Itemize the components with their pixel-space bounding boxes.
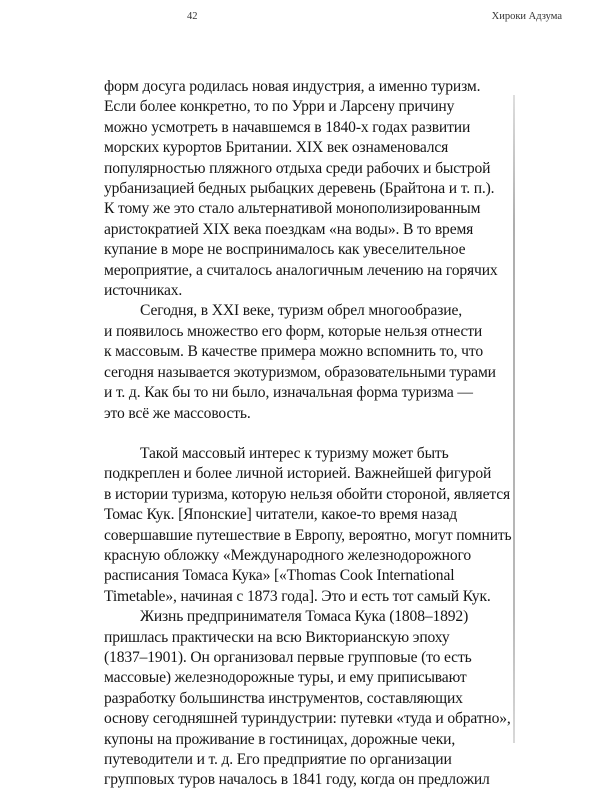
text-line: расписания Томаса Кука» [«Thomas Cook International <box>104 567 455 585</box>
text-line: аристократией XIX века поездкам «на воды». В то время <box>104 220 474 238</box>
text-line: форм досуга родилась новая индустрия, а именно туризм. <box>104 78 481 95</box>
paragraph-gap <box>104 424 504 444</box>
text-line: (1837–1901). Он организовал первые групповые (то есть <box>104 648 472 666</box>
text-line: морских курортов Британии. XIX век ознаменовался <box>104 139 449 157</box>
text-line: Такой массовый интерес к туризму может быть <box>140 444 449 462</box>
scan-edge-shadow <box>513 95 515 743</box>
text-line: красную обложку «Международного железнодорожного <box>104 546 472 564</box>
text-line: купоны на проживание в гостиницах, дорожные чеки, <box>104 730 456 748</box>
text-line: К тому же это стало альтернативой монополизированным <box>104 200 481 218</box>
text-line: разработку большинства инструментов, составляющих <box>104 689 463 707</box>
text-line: путеводители и т. д. Его предприятие по организации <box>104 751 452 768</box>
paragraph <box>104 301 504 423</box>
text-line: мероприятие, а считалось аналогичным лечению на горячих <box>104 261 498 279</box>
text-line: это всё же массовость. <box>104 404 251 422</box>
text-line: Если более конкретно, то по Урри и Ларсену причину <box>104 98 455 116</box>
paragraph <box>104 444 512 607</box>
text-line: массовые) железнодорожные туры, и ему приписывают <box>104 669 467 687</box>
text-line: источниках. <box>104 282 183 300</box>
page-number: 42 <box>187 11 198 22</box>
text-line: подкреплен и более личной историей. Важнейшей фигурой <box>104 465 492 483</box>
text-line: Сегодня, в XXI веке, туризм обрел многообразие, <box>140 302 463 320</box>
text-line: популярностью пляжного отдыха среди рабочих и быстрой <box>104 159 491 177</box>
text-line: купание в море не воспринималось как увеселительное <box>104 241 466 259</box>
text-line: можно усмотреть в начавшемся в 1840-х годах развитии <box>104 118 471 136</box>
paragraph <box>104 607 511 791</box>
text-line: и т. д. Как бы то ни было, изначальная форма туризма — <box>104 384 473 402</box>
text-line: Томас Кук. [Японские] читатели, какое-то время назад <box>104 506 458 524</box>
text-line: в истории туризма, которую нельзя обойти стороной, является <box>104 485 510 503</box>
text-line: к массовым. В качестве примера можно вспомнить то, что <box>104 343 483 361</box>
text-line: основу сегодняшней туриндустрии: путевки «туда и обратно», <box>104 710 511 728</box>
body-text <box>104 77 512 791</box>
text-line: Timetable», начиная с 1873 года]. Это и есть тот самый Кук. <box>104 587 491 605</box>
text-line: урбанизацией бедных рыбацких деревень (Брайтона и т. п.). <box>104 180 495 198</box>
text-line: пришлась практически на всю Викторианскую эпоху <box>104 628 450 646</box>
text-line: Жизнь предпринимателя Томаса Кука (1808–1892) <box>140 608 469 626</box>
text-line: групповых туров началось в 1841 году, когда он предложил <box>104 771 490 789</box>
paragraph <box>104 77 504 301</box>
text-line: сегодня называется экотуризмом, образовательными турами <box>104 363 496 381</box>
text-line: и появилось множество его форм, которые нельзя отнести <box>104 322 483 340</box>
text-line: совершавшие путешествие в Европу, вероятно, могут помнить <box>104 526 512 544</box>
running-header-author: Хироки Адзума <box>491 11 562 22</box>
